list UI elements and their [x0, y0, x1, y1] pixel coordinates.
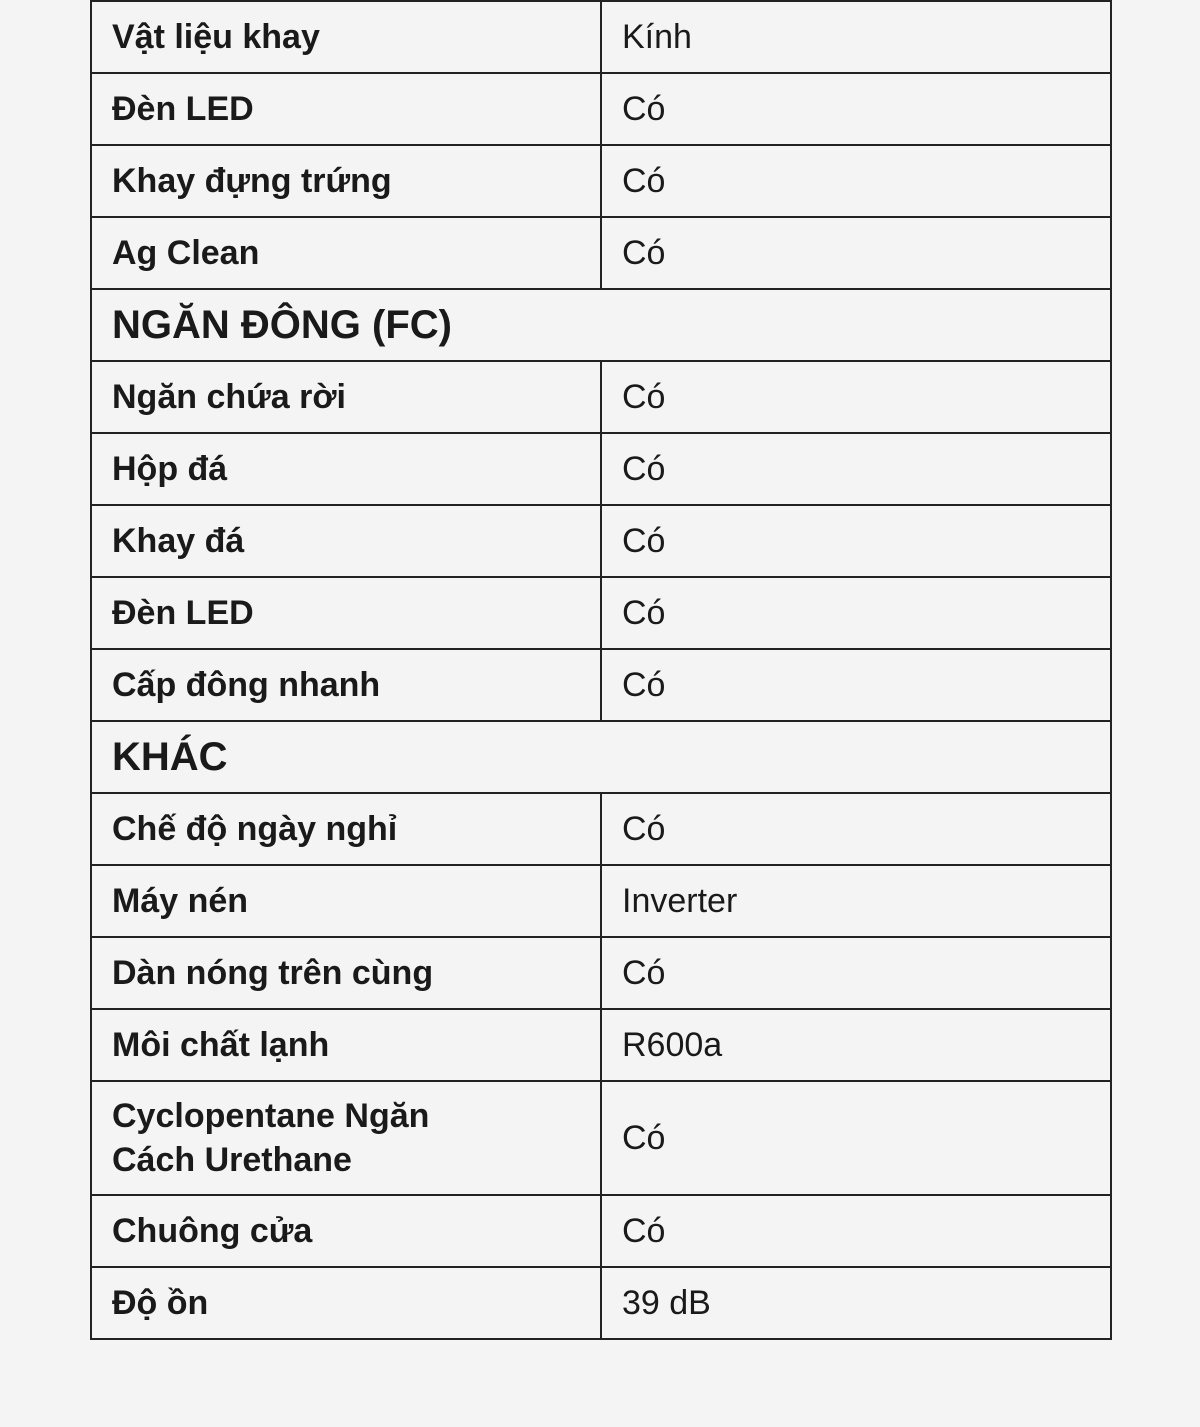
spec-label: Ngăn chứa rời	[91, 361, 601, 433]
spec-value: Kính	[601, 1, 1111, 73]
spec-label: Khay đá	[91, 505, 601, 577]
table-row	[91, 1, 1111, 73]
spec-value: Có	[601, 937, 1111, 1009]
spec-label-line: Cách Urethane	[112, 1141, 352, 1179]
spec-value: Có	[601, 577, 1111, 649]
spec-value: Có	[601, 145, 1111, 217]
table-row	[91, 793, 1111, 865]
table-row	[91, 505, 1111, 577]
spec-label: Độ ồn	[91, 1267, 601, 1339]
spec-table	[90, 0, 1112, 1340]
spec-label: Môi chất lạnh	[91, 1009, 601, 1081]
spec-label: Hộp đá	[91, 433, 601, 505]
spec-value: Có	[601, 505, 1111, 577]
section-title: NGĂN ĐÔNG (FC)	[91, 289, 1111, 361]
table-row	[91, 1267, 1111, 1339]
spec-label-line: Cyclopentane Ngăn	[112, 1097, 430, 1135]
table-row	[91, 1081, 1111, 1195]
table-row	[91, 577, 1111, 649]
spec-label: Chuông cửa	[91, 1195, 601, 1267]
spec-label: Chế độ ngày nghỉ	[91, 793, 601, 865]
spec-value: Có	[601, 1195, 1111, 1267]
spec-value: Có	[601, 433, 1111, 505]
spec-value: Có	[601, 649, 1111, 721]
spec-value: R600a	[601, 1009, 1111, 1081]
table-row	[91, 1009, 1111, 1081]
table-row	[91, 217, 1111, 289]
spec-value: Có	[601, 361, 1111, 433]
spec-value: Có	[601, 73, 1111, 145]
spec-label: Dàn nóng trên cùng	[91, 937, 601, 1009]
section-header-freezer	[91, 289, 1111, 361]
table-row	[91, 433, 1111, 505]
spec-label	[91, 1081, 601, 1195]
spec-label: Khay đựng trứng	[91, 145, 601, 217]
spec-value: Có	[601, 793, 1111, 865]
table-row	[91, 649, 1111, 721]
spec-label: Đèn LED	[91, 73, 601, 145]
table-row	[91, 361, 1111, 433]
table-row	[91, 865, 1111, 937]
spec-label: Cấp đông nhanh	[91, 649, 601, 721]
spec-label: Ag Clean	[91, 217, 601, 289]
section-header-other	[91, 721, 1111, 793]
spec-value: Có	[601, 217, 1111, 289]
spec-label: Máy nén	[91, 865, 601, 937]
spec-value: Inverter	[601, 865, 1111, 937]
spec-label: Đèn LED	[91, 577, 601, 649]
section-title: KHÁC	[91, 721, 1111, 793]
spec-value: 39 dB	[601, 1267, 1111, 1339]
table-row	[91, 73, 1111, 145]
spec-value: Có	[601, 1081, 1111, 1195]
table-row	[91, 1195, 1111, 1267]
table-row	[91, 937, 1111, 1009]
table-row	[91, 145, 1111, 217]
spec-label: Vật liệu khay	[91, 1, 601, 73]
